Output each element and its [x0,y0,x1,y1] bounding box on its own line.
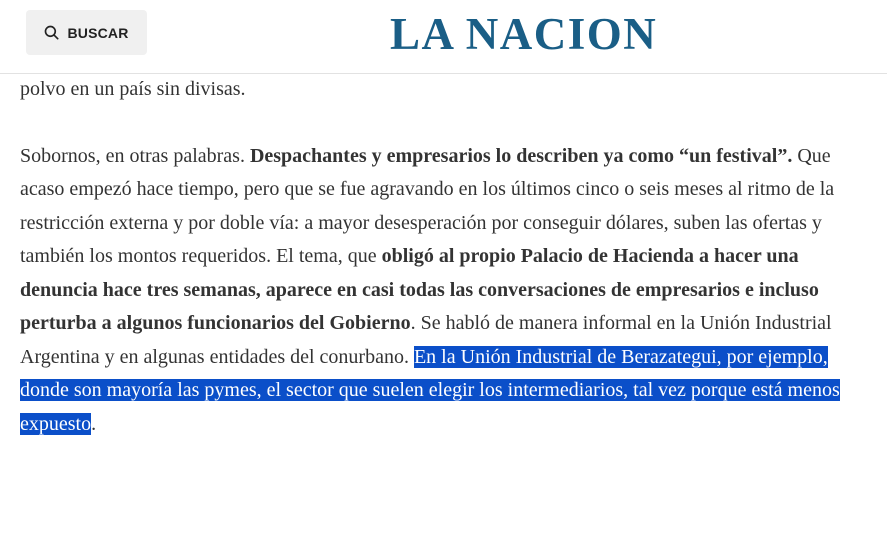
site-header [0,0,887,74]
text-span: . Se habló de manera informal en la Unión Industrial Argentina y en algunas entidades del conurbano. [20,312,832,368]
paragraph [20,140,840,442]
bold-text: Despachantes y empresarios lo describen ya como “un festival”. [249,144,793,167]
search-button[interactable] [26,10,147,55]
selected-text[interactable]: En la Unión Industrial de Berazategui, por ejemplo, donde son mayoría las pymes, el sector que suelen elegir los intermediarios, tal vez porque está menos expuesto [20,345,840,435]
article-body [20,74,840,441]
text-span: Sobornos, en otras palabras. [20,144,250,167]
search-icon [44,25,59,40]
bold-text: obligó al propio Palacio de Hacienda a hacer una denuncia hace tres semanas, aparece en casi todas las conversaciones de empresarios e incluso perturba a algunos funcionarios del Gobierno [20,245,819,334]
text-span: . [91,412,97,435]
search-label: BUSCAR [67,24,129,41]
paragraph-text: polvo en un país sin divisas. [20,78,246,100]
text-span: Que acaso empezó hace tiempo, pero que se fue agravando en los últimos cinco o seis meses al ritmo de la restricción externa y por doble vía: a mayor desesperación por conseguir dólares, suben las ofertas y también los montos requeridos. El tema, que [20,144,835,267]
paragraph [20,73,840,107]
site-logo[interactable]: LA NACION [390,9,658,59]
